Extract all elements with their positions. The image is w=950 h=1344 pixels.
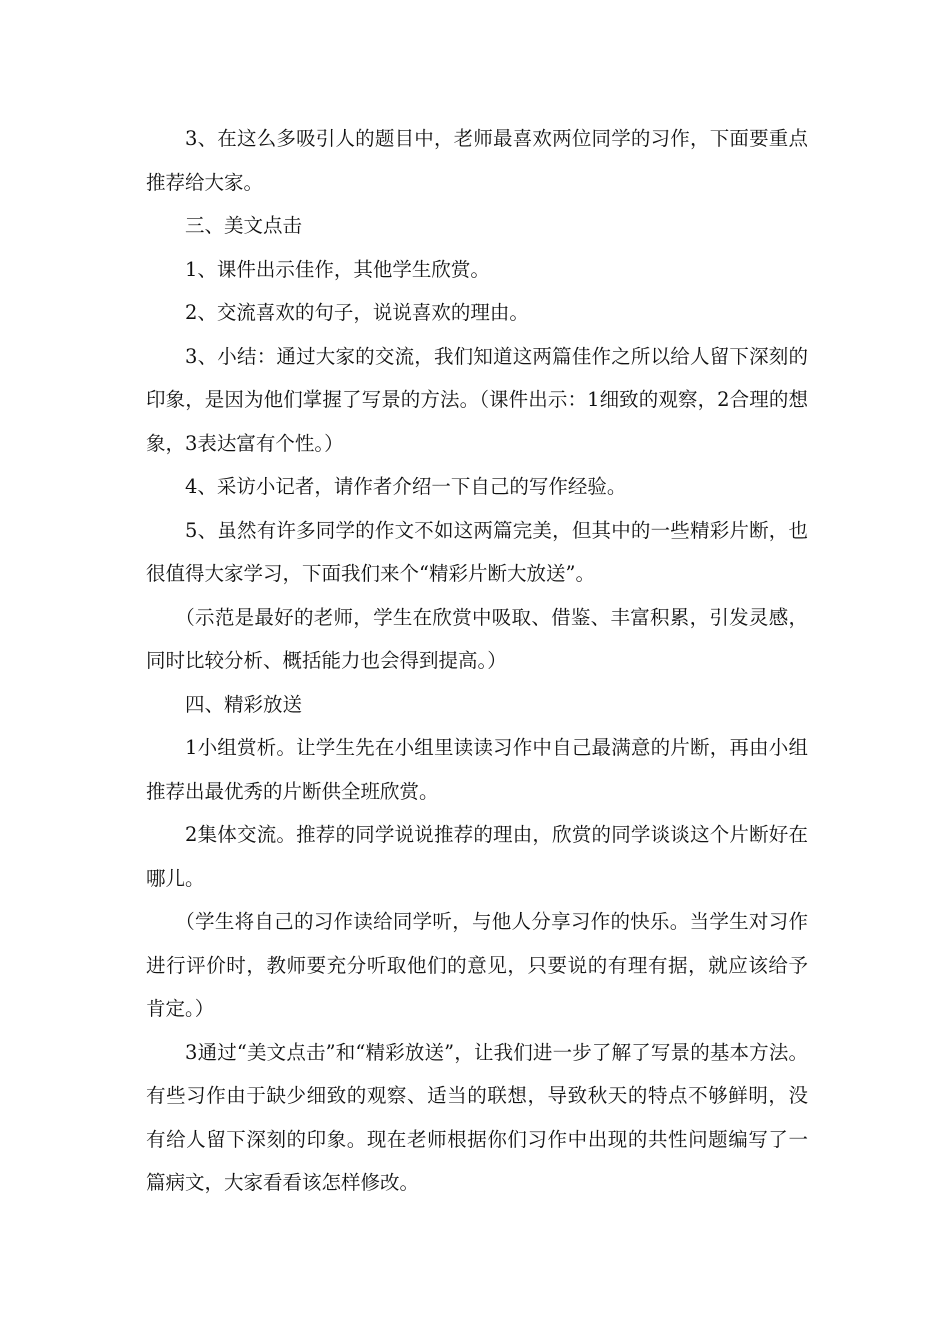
paragraph-note-sharing: （学生将自己的习作读给同学听，与他人分享习作的快乐。当学生对习作进行评价时，教师要充分听取他们的意见，只要说的有理有据，就应该给予肯定。） [146, 910, 808, 1020]
paragraph-note-demonstration: （示范是最好的老师，学生在欣赏中吸取、借鉴、丰富积累，引发灵感，同时比较分析、概括能力也会得到提高。） [146, 605, 808, 672]
document-body [146, 117, 808, 1205]
section-heading-meiwen-dianji: 三、美文点击 [185, 214, 303, 237]
paragraph-summary: 3、小结：通过大家的交流，我们知道这两篇佳作之所以给人留下深刻的印象，是因为他们掌握了写景的方法。（课件出示：1细致的观察，2合理的想象，3表达富有个性。） [146, 344, 808, 455]
paragraph-show-works: 1、课件出示佳作，其他学生欣赏。 [185, 257, 490, 281]
paragraph-collective-exchange: 2集体交流。推荐的同学说说推荐的理由，欣赏的同学谈谈这个片断好在哪儿。 [146, 823, 808, 890]
paragraph-revision-task: 3通过“美文点击”和“精彩放送”，让我们进一步了解了写景的基本方法。有些习作由于缺少细致的观察、适当的联想，导致秋天的特点不够鲜明，没有给人留下深刻的印象。现在老师根据你们习作中出现的共性问题编写了一篇病文，大家看看该怎样修改。 [146, 1040, 808, 1194]
paragraph-recommend: 3、在这么多吸引人的题目中，老师最喜欢两位同学的习作，下面要重点推荐给大家。 [146, 127, 808, 194]
paragraph-excerpts: 5、虽然有许多同学的作文不如这两篇完美，但其中的一些精彩片断，也很值得大家学习，下面我们来个“精彩片断大放送”。 [146, 518, 808, 585]
paragraph-exchange-sentences: 2、交流喜欢的句子，说说喜欢的理由。 [185, 301, 529, 324]
paragraph-interview: 4、采访小记者，请作者介绍一下自己的写作经验。 [185, 475, 627, 498]
paragraph-group-appreciation: 1小组赏析。让学生先在小组里读读习作中自己最满意的片断，再由小组推荐出最优秀的片断供全班欣赏。 [146, 736, 808, 803]
section-heading-jingcai-fangsong: 四、精彩放送 [185, 692, 303, 716]
